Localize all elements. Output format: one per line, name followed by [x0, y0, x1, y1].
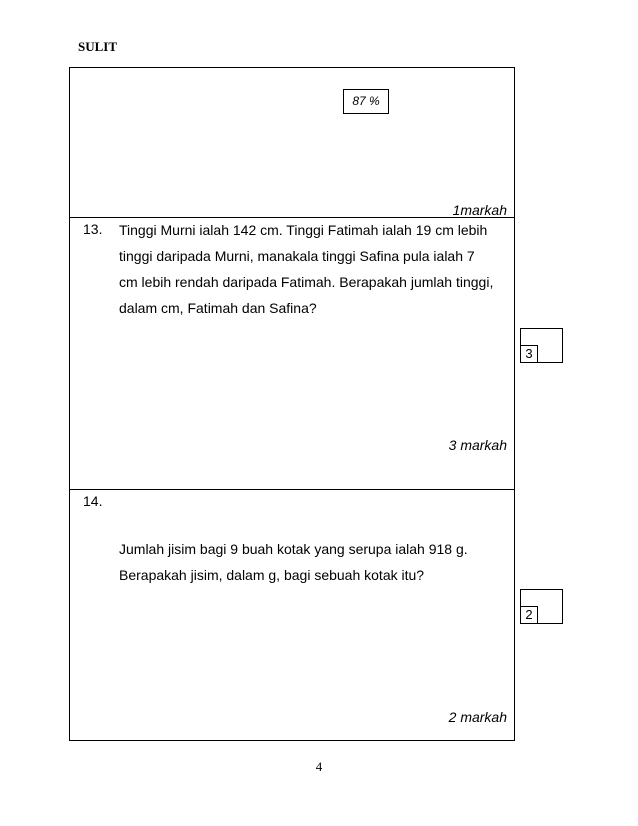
question-frame [69, 67, 515, 741]
classification-label: SULIT [78, 39, 118, 54]
question-13-marks: 3 markah [448, 437, 507, 453]
percent-box: 87 % [343, 89, 389, 114]
question-13-line: Tinggi Murni ialah 142 cm. Tinggi Fatimah ialah 19 cm lebih [119, 222, 488, 238]
score-box-14 [520, 589, 563, 624]
question-13-number: 13. [83, 221, 103, 237]
page-number: 4 [315, 759, 323, 774]
question-13-line: dalam cm, Fatimah dan Safina? [119, 300, 317, 316]
question-14-number: 14. [83, 493, 103, 509]
score-box-14-value: 2 [520, 606, 538, 624]
question-14-text [119, 536, 511, 588]
question-13-line: cm lebih rendah daripada Fatimah. Berapakah jumlah tinggi, [119, 274, 494, 290]
question-13-text [119, 217, 511, 321]
score-box-13-value: 3 [520, 345, 538, 363]
question-13-line: tinggi daripada Murni, manakala tinggi Safina pula ialah 7 [119, 248, 475, 264]
question-14-marks: 2 markah [448, 709, 507, 725]
top-marks-label: 1markah [452, 202, 507, 218]
question-14-line: Jumlah jisim bagi 9 buah kotak yang serupa ialah 918 g. [119, 541, 468, 557]
question-14-line: Berapakah jisim, dalam g, bagi sebuah kotak itu? [119, 567, 425, 583]
section-divider [70, 489, 514, 490]
score-box-13 [520, 328, 563, 363]
